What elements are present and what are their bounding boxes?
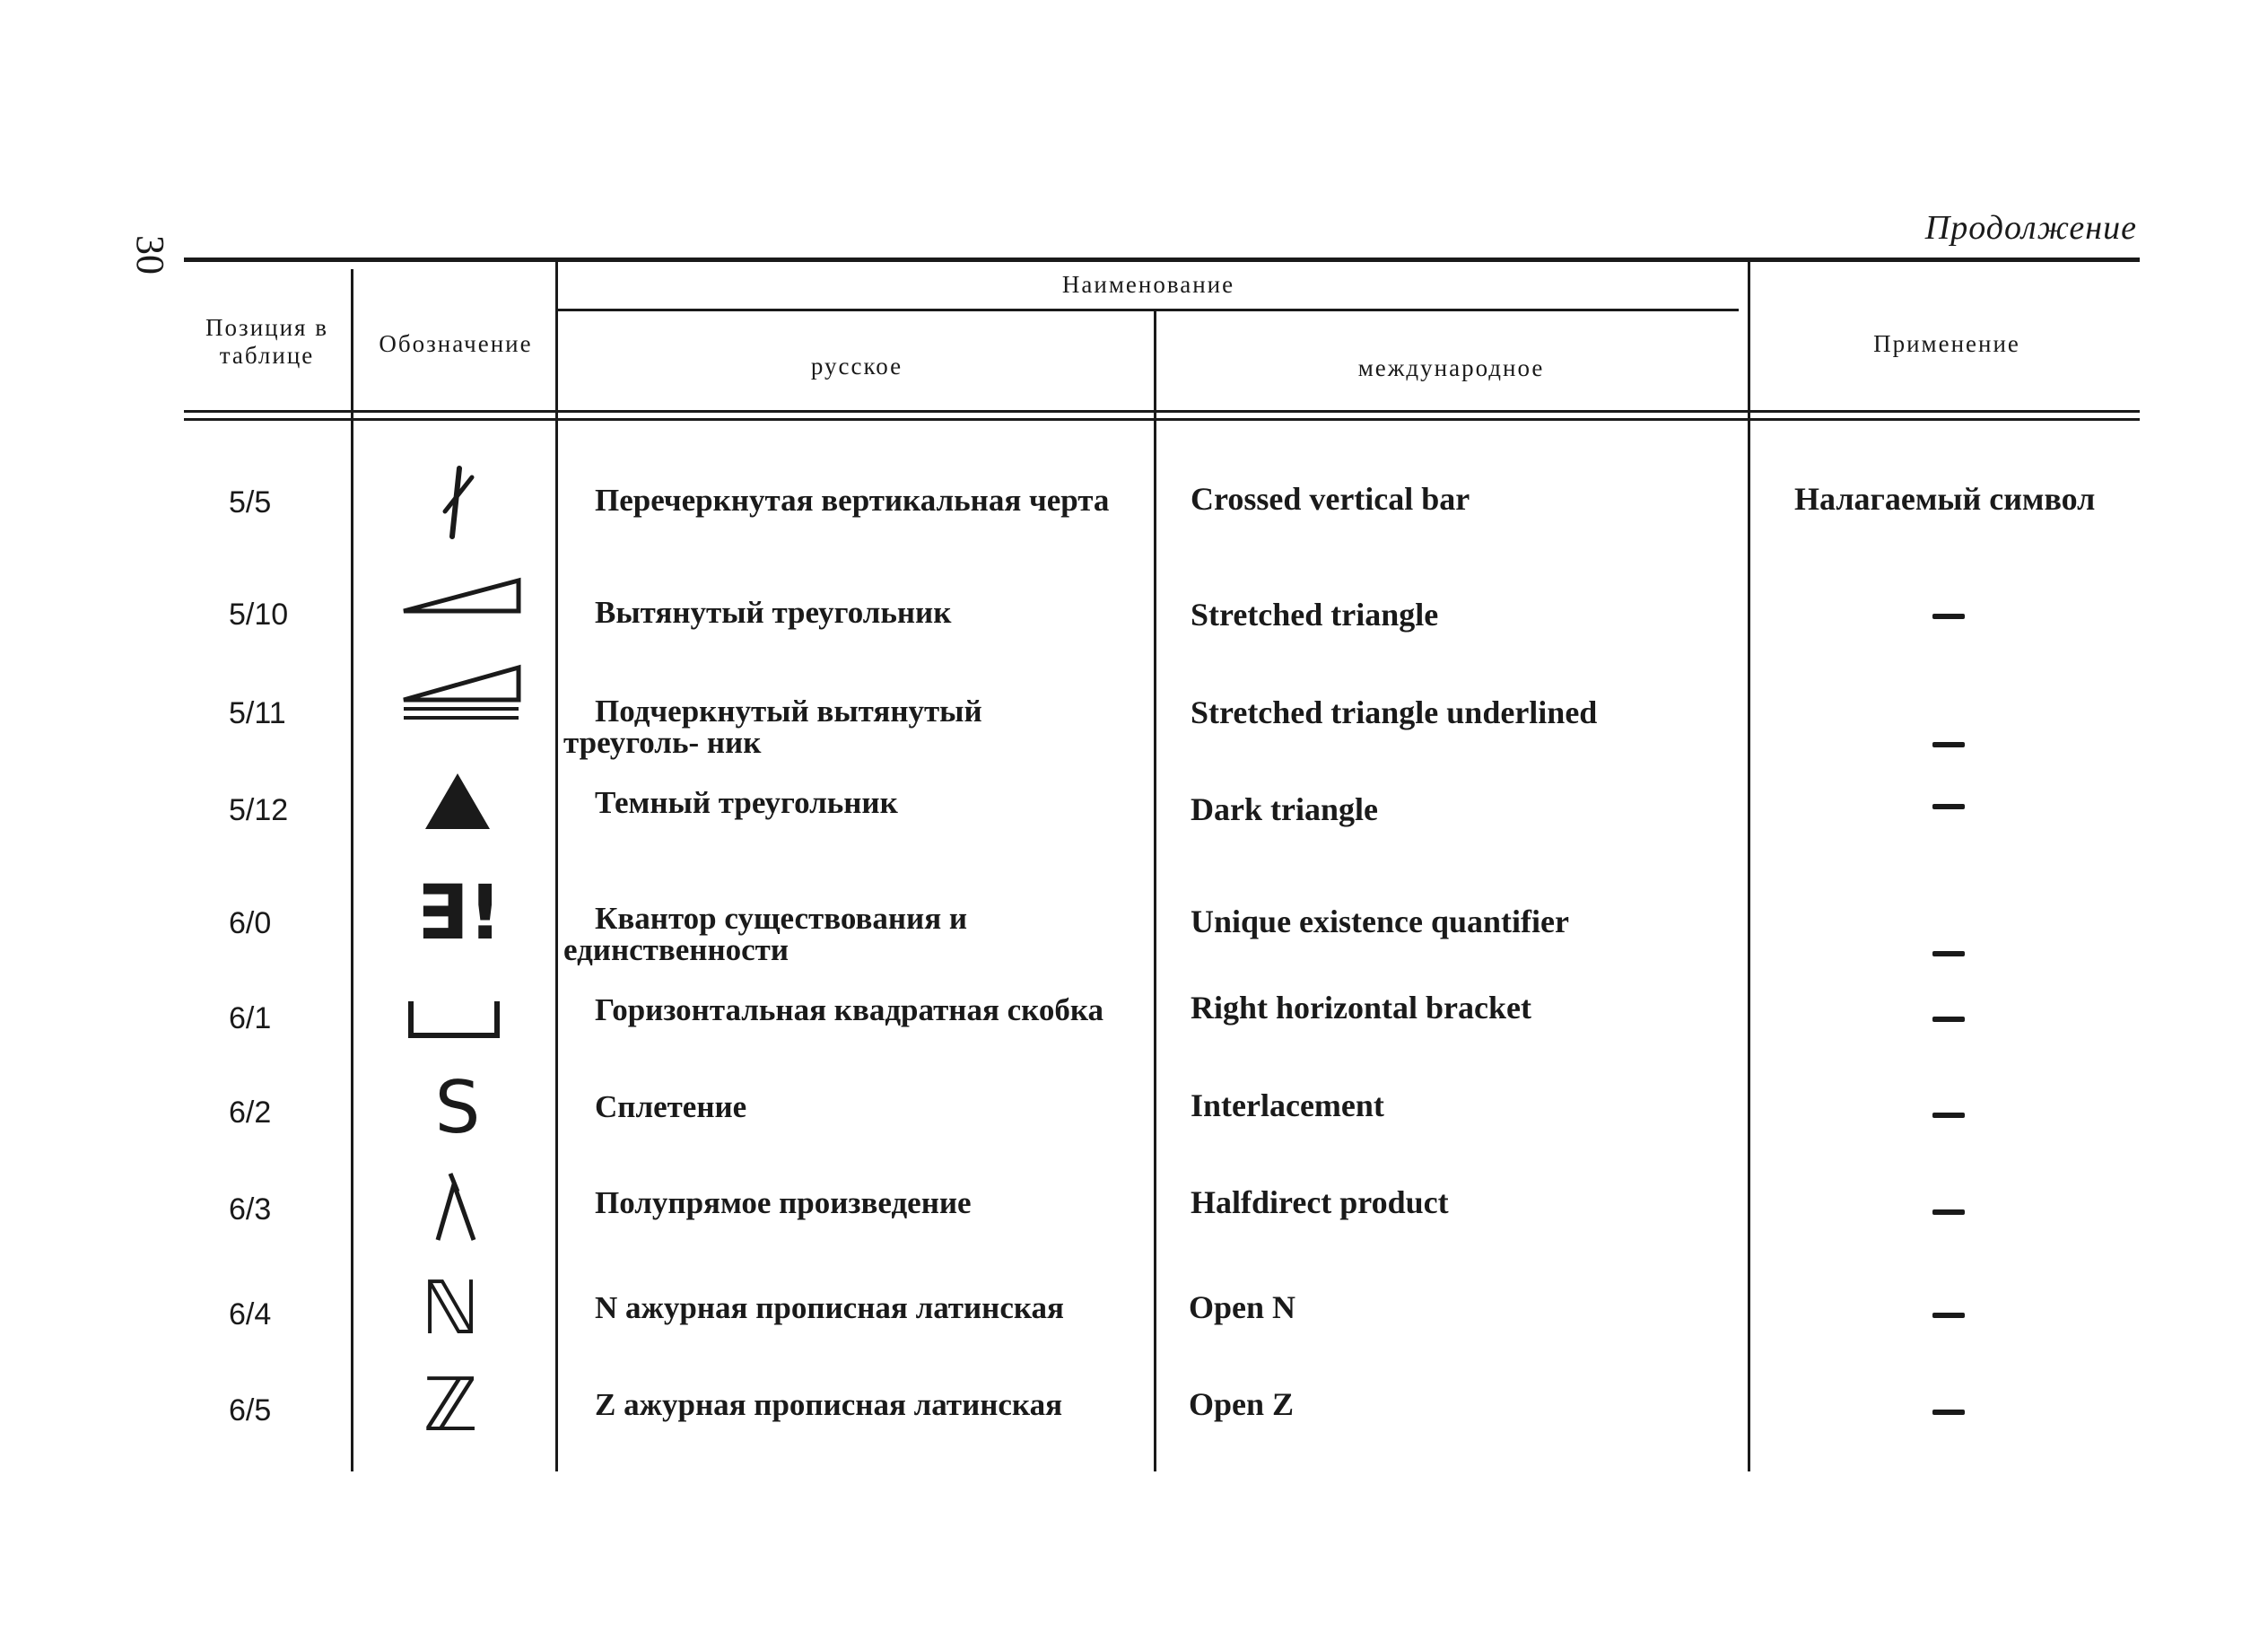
row-international-name: Interlacement bbox=[1191, 1087, 1384, 1123]
application-dash bbox=[1932, 1017, 1965, 1022]
application-dash bbox=[1932, 1113, 1965, 1118]
row-international-name: Stretched triangle bbox=[1191, 597, 1439, 633]
column-divider-3 bbox=[1154, 311, 1156, 1471]
row-russian-name: Сплетение bbox=[595, 1089, 747, 1124]
row-russian-name: Z ажурная прописная латинская bbox=[595, 1387, 1063, 1422]
application-dash bbox=[1932, 1313, 1965, 1318]
row-application: Налагаемый символ bbox=[1794, 481, 2096, 517]
row-position: 5/10 bbox=[229, 598, 289, 632]
row-position: 6/5 bbox=[229, 1393, 272, 1427]
header-application: Применение bbox=[1873, 330, 2020, 357]
row-international-name: Open Z bbox=[1189, 1386, 1295, 1422]
row-position: 6/4 bbox=[229, 1297, 272, 1331]
application-dash bbox=[1932, 742, 1965, 747]
application-dash bbox=[1932, 1209, 1965, 1215]
application-dash bbox=[1932, 1410, 1965, 1415]
unique-existence-quantifier-icon: ∃! bbox=[416, 869, 502, 956]
name-group-rule bbox=[558, 309, 1739, 311]
row-russian-name: Перечеркнутая вертикальная черта bbox=[595, 483, 1110, 518]
header-designation: Обозначение bbox=[379, 330, 533, 357]
application-dash bbox=[1932, 804, 1965, 809]
row-international-name: Crossed vertical bar bbox=[1191, 481, 1470, 517]
dark-triangle-icon bbox=[395, 761, 520, 851]
column-divider-2 bbox=[555, 262, 558, 1471]
header-position: Позиция в таблице bbox=[205, 314, 328, 370]
row-international-name: Open N bbox=[1189, 1289, 1296, 1325]
row-position: 6/1 bbox=[229, 1001, 272, 1035]
row-position: 5/12 bbox=[229, 793, 289, 827]
stretched-triangle-underlined-icon bbox=[395, 655, 529, 745]
row-international-name: Right horizontal bracket bbox=[1191, 990, 1531, 1026]
row-international-name: Unique existence quantifier bbox=[1191, 904, 1569, 939]
horizontal-bracket-icon bbox=[395, 978, 520, 1068]
open-n-icon: ℕ bbox=[421, 1266, 480, 1351]
application-dash bbox=[1932, 614, 1965, 619]
row-russian-name: Полупрямое произведение bbox=[595, 1185, 972, 1220]
table-top-rule bbox=[184, 258, 2140, 262]
column-divider-1 bbox=[351, 269, 353, 1471]
row-russian-name: Горизонтальная квадратная скобка bbox=[595, 992, 1104, 1027]
row-international-name: Stretched triangle underlined bbox=[1191, 694, 1598, 730]
row-international-name: Halfdirect product bbox=[1191, 1184, 1449, 1220]
open-z-icon: ℤ bbox=[423, 1363, 478, 1448]
row-russian-name: Квантор существования и единственности bbox=[563, 901, 968, 967]
crossed-vertical-bar-icon bbox=[395, 458, 520, 547]
row-russian-name: Вытянутый треугольник bbox=[595, 595, 952, 630]
header-russian: русское bbox=[810, 353, 903, 380]
header-bottom-rule-2 bbox=[184, 418, 2140, 421]
row-russian-name: N ажурная прописная латинская bbox=[595, 1290, 1064, 1325]
stretched-triangle-icon bbox=[395, 561, 529, 650]
row-position: 6/2 bbox=[229, 1096, 272, 1130]
row-position: 5/5 bbox=[229, 485, 272, 519]
column-divider-4 bbox=[1748, 262, 1750, 1471]
row-russian-name: Подчеркнутый вытянутый треуголь- ник bbox=[563, 694, 982, 760]
row-position: 6/0 bbox=[229, 906, 272, 940]
header-bottom-rule-1 bbox=[184, 410, 2140, 413]
header-name-group: Наименование bbox=[1061, 271, 1235, 298]
page-number: 30 bbox=[128, 235, 172, 275]
header-international: международное bbox=[1357, 354, 1545, 381]
application-dash bbox=[1932, 951, 1965, 956]
halfdirect-product-icon bbox=[395, 1165, 520, 1254]
row-russian-name: Темный треугольник bbox=[595, 785, 898, 820]
interlacement-icon: S bbox=[434, 1066, 481, 1149]
row-position: 5/11 bbox=[229, 696, 286, 730]
row-position: 6/3 bbox=[229, 1192, 272, 1227]
continuation-label: Продолжение bbox=[1924, 209, 2137, 247]
row-international-name: Dark triangle bbox=[1191, 791, 1378, 827]
